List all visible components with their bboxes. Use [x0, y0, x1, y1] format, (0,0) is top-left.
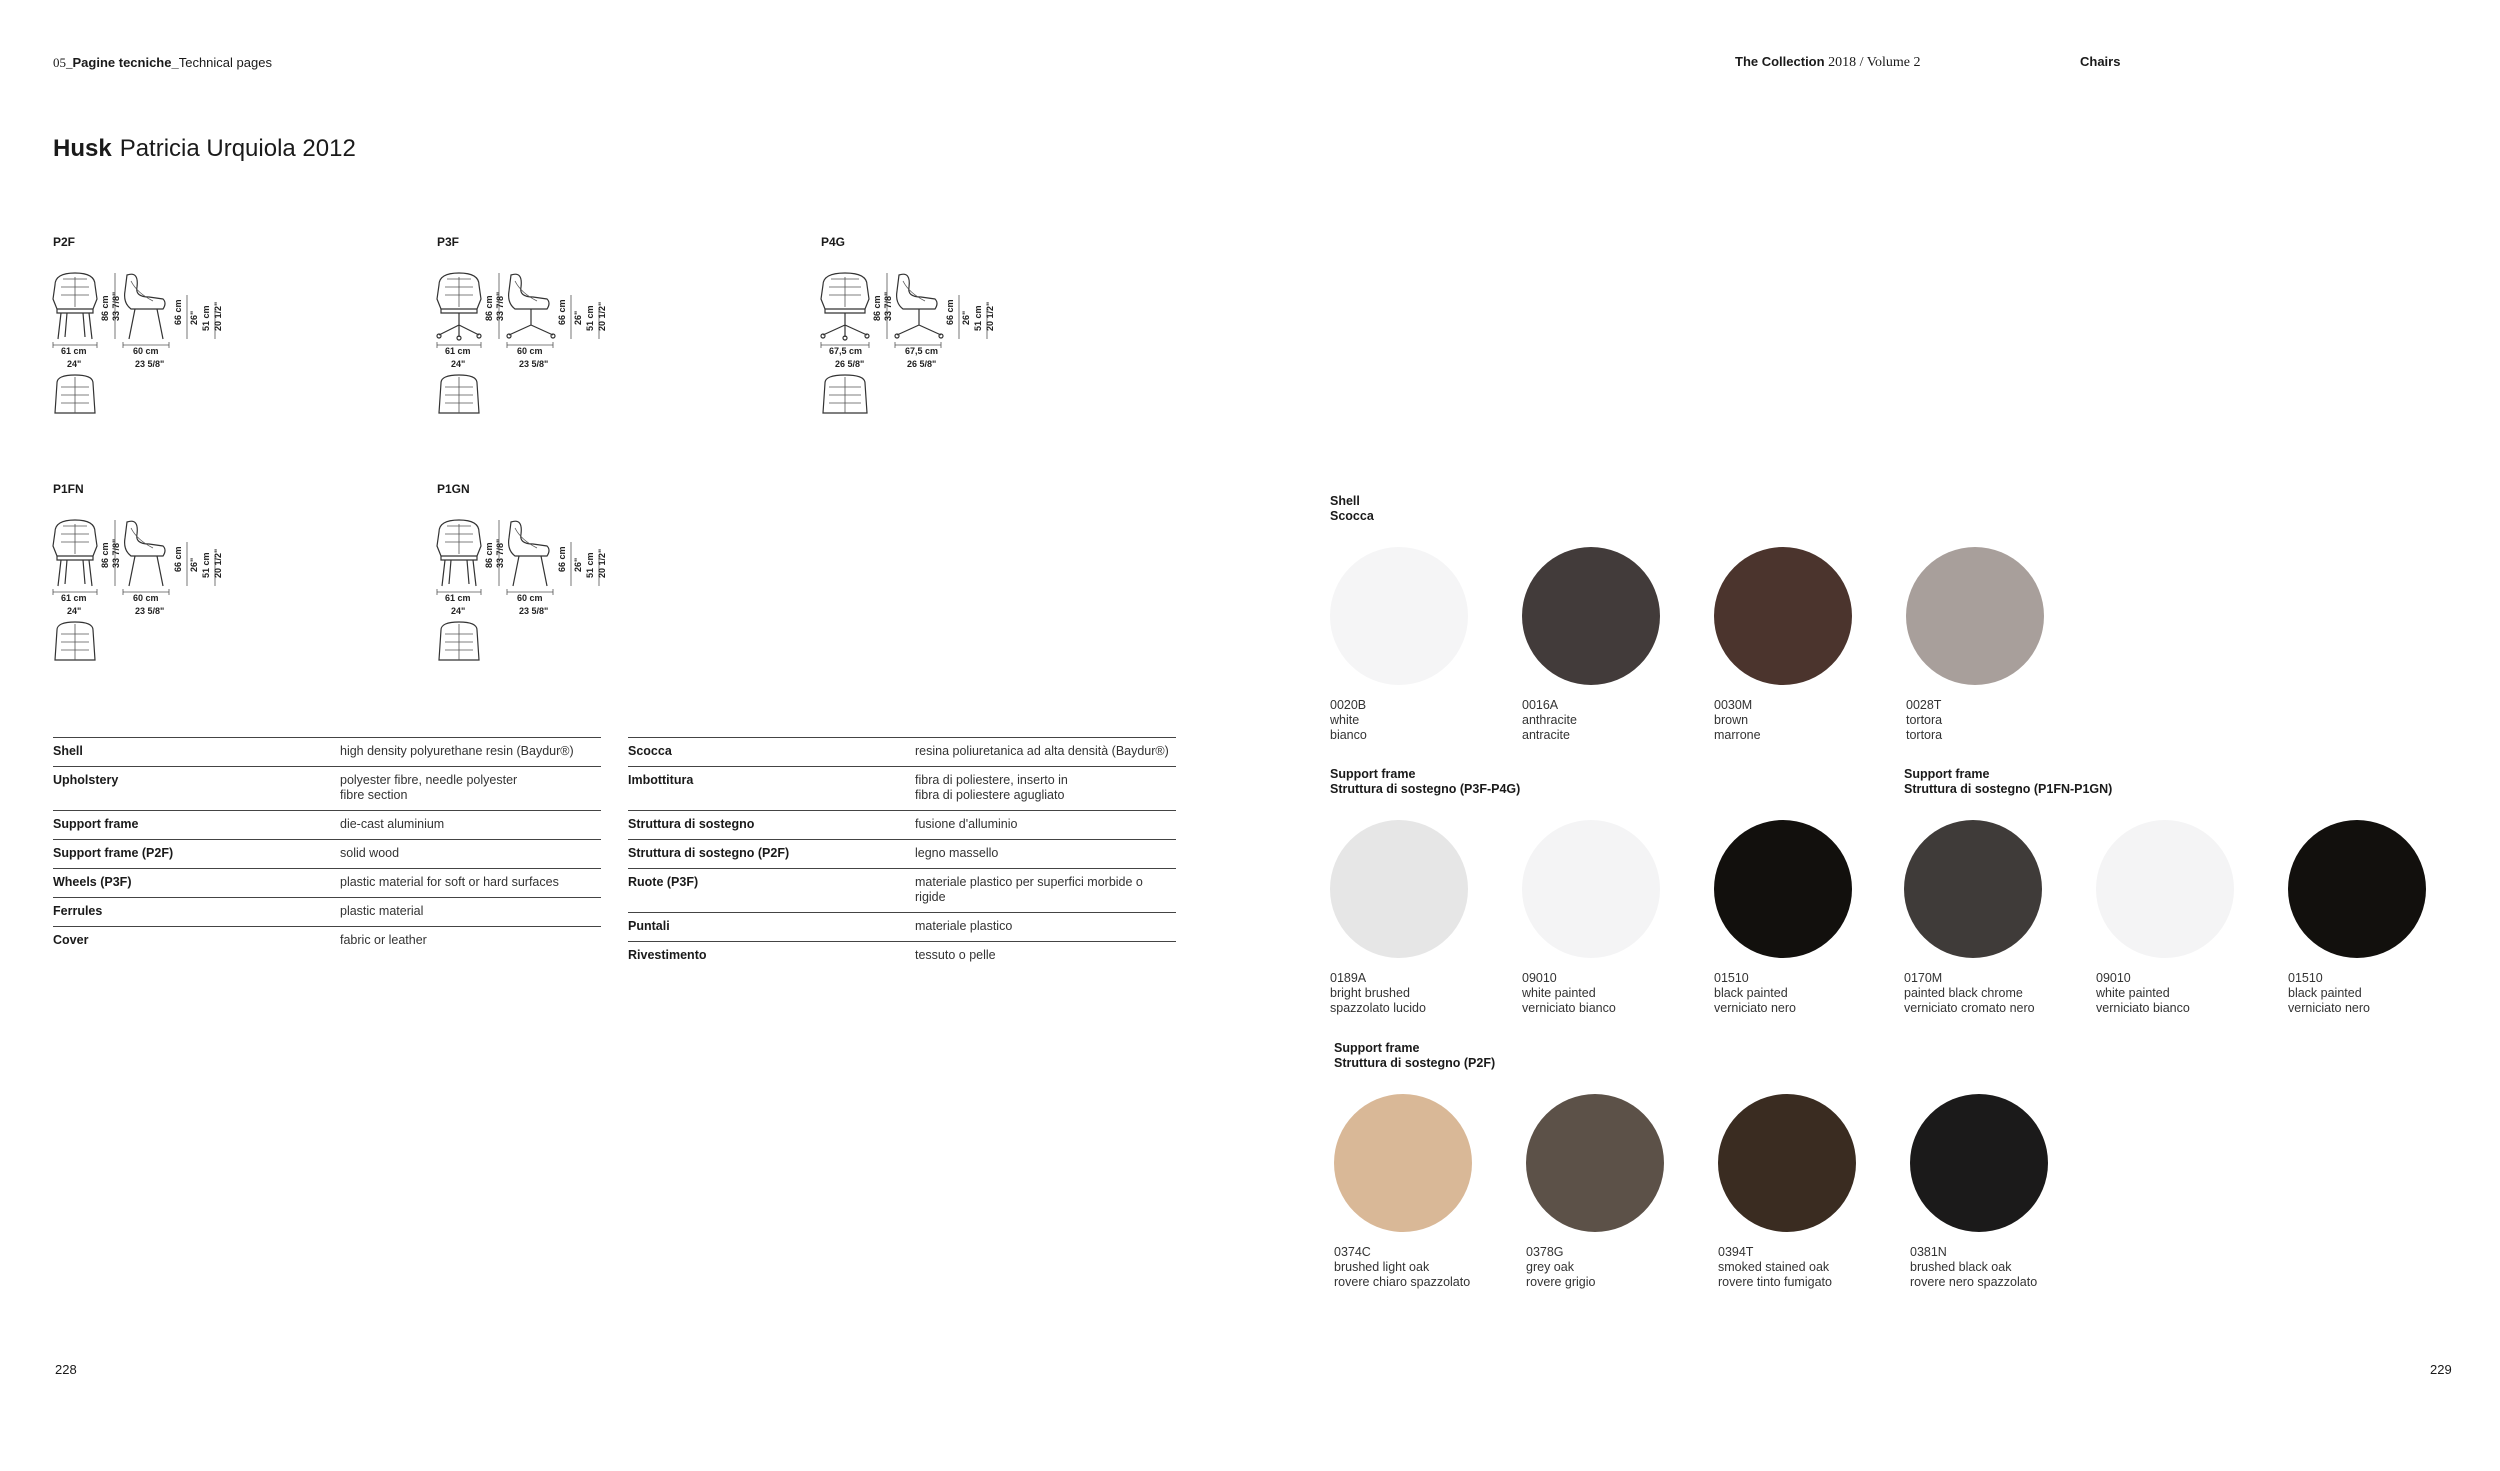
spec-en-value: die-cast aluminium	[340, 817, 445, 831]
spec-en-value: plastic material	[340, 904, 424, 918]
spec-en-key: Support frame (P2F)	[53, 846, 174, 860]
frame-p3f-swatch[interactable]	[1330, 820, 1470, 1016]
product-name: Husk	[53, 135, 112, 162]
spec-it-row	[628, 868, 1176, 912]
back-view	[55, 622, 95, 660]
swatch-label: 0020B white bianco	[1330, 698, 1367, 742]
seat-height-in: 20 1/2"	[213, 548, 223, 578]
frame-p3f-title: Support frame Struttura di sostegno (P3F-P4G)	[1330, 767, 1521, 796]
frame-p1fn-swatch[interactable]	[1904, 820, 2044, 1016]
frame-p2f-swatch[interactable]	[1718, 1094, 1858, 1290]
color-chip	[1330, 820, 1468, 958]
depth-cm: 67,5 cm	[905, 346, 939, 356]
frame-p3f-swatch[interactable]	[1714, 820, 1854, 1016]
seat-height-cm: 51 cm	[973, 305, 983, 331]
spec-it-row	[628, 737, 1176, 766]
arm-height-cm: 66 cm	[945, 299, 955, 325]
swatch-label: 0189A bright brushed spazzolato lucido	[1330, 971, 1426, 1015]
spec-it-key: Rivestimento	[628, 948, 707, 962]
spec-en-row	[53, 926, 601, 955]
frame-p1fn-swatch[interactable]	[2096, 820, 2236, 1016]
spec-en-value: fabric or leather	[340, 933, 427, 947]
swatch-label: 0381N brushed black oak rovere nero spazzolato	[1910, 1245, 2038, 1289]
variant-code: P2F	[53, 235, 76, 249]
height-in: 33 7/8"	[111, 538, 121, 568]
arm-height-cm: 66 cm	[557, 546, 567, 572]
swatch-label: 01510 black painted verniciato nero	[1714, 971, 1796, 1015]
swatch-label: 0028T tortora tortora	[1906, 698, 1943, 742]
variant-code: P1FN	[53, 482, 84, 496]
depth-in: 23 5/8"	[135, 606, 165, 616]
front-view	[437, 520, 481, 586]
swatch-label: 0170M painted black chrome verniciato cromato nero	[1904, 971, 2035, 1015]
width-in: 24"	[451, 359, 466, 369]
arm-height-in: 26"	[189, 557, 199, 572]
spec-en-row	[53, 868, 601, 897]
page-number-right: 229	[2430, 1362, 2452, 1377]
width-cm: 61 cm	[61, 346, 87, 356]
spec-it-key: Scocca	[628, 744, 672, 758]
seat-height-in: 20 1/2"	[597, 301, 607, 331]
spec-en-key: Upholstery	[53, 773, 119, 787]
side-view	[123, 274, 169, 369]
height-in: 33 7/8"	[495, 538, 505, 568]
spec-en-key: Ferrules	[53, 904, 103, 918]
spec-en-key: Shell	[53, 744, 83, 758]
color-chip	[1522, 820, 1660, 958]
width-cm: 67,5 cm	[829, 346, 863, 356]
swatch-label: 01510 black painted verniciato nero	[2288, 971, 2370, 1015]
spec-it-row	[628, 839, 1176, 868]
frame-p3f-swatch[interactable]	[1522, 820, 1662, 1016]
height-cm: 86 cm	[484, 295, 494, 321]
color-chip	[1910, 1094, 2048, 1232]
variant-code: P3F	[437, 235, 460, 249]
spec-it-value: materiale plastico per superfici morbide o rigide	[915, 875, 1143, 904]
spec-en-value: high density polyurethane resin (Baydur®)	[340, 744, 574, 758]
height-cm: 86 cm	[100, 542, 110, 568]
depth-cm: 60 cm	[517, 346, 543, 356]
height-cm: 86 cm	[100, 295, 110, 321]
frame-p2f-swatch[interactable]	[1910, 1094, 2050, 1290]
depth-cm: 60 cm	[133, 593, 159, 603]
variant-code: P4G	[821, 235, 846, 249]
depth-in: 23 5/8"	[135, 359, 165, 369]
color-chip	[1904, 820, 2042, 958]
swatch-label: 0030M brown marrone	[1714, 698, 1761, 742]
spec-it-key: Struttura di sostegno	[628, 817, 755, 831]
page-number-left: 228	[55, 1362, 77, 1377]
color-chip	[2288, 820, 2426, 958]
seat-height-in: 20 1/2"	[213, 301, 223, 331]
seat-height-in: 20 1/2"	[597, 548, 607, 578]
shell-swatch[interactable]	[1522, 547, 1662, 743]
width-in: 24"	[451, 606, 466, 616]
spec-it-value: resina poliuretanica ad alta densità (Baydur®)	[915, 744, 1169, 758]
swatch-label: 0016A anthracite antracite	[1522, 698, 1577, 742]
arm-height-in: 26"	[961, 310, 971, 325]
color-chip	[1906, 547, 2044, 685]
seat-height-cm: 51 cm	[201, 552, 211, 578]
depth-in: 23 5/8"	[519, 359, 549, 369]
height-in: 33 7/8"	[883, 291, 893, 321]
swatch-label: 0374C brushed light oak rovere chiaro spazzolato	[1334, 1245, 1471, 1289]
spec-it-key: Imbottitura	[628, 773, 694, 787]
seat-height-cm: 51 cm	[201, 305, 211, 331]
arm-height-in: 26"	[189, 310, 199, 325]
side-view	[507, 274, 555, 369]
spec-en-key: Support frame	[53, 817, 139, 831]
shell-swatch[interactable]	[1330, 547, 1470, 743]
color-chip	[1526, 1094, 1664, 1232]
arm-height-in: 26"	[573, 310, 583, 325]
spec-en-row	[53, 839, 601, 868]
front-view	[437, 273, 481, 340]
width-in: 24"	[67, 359, 82, 369]
chair-drawing	[821, 273, 1021, 463]
width-cm: 61 cm	[445, 346, 471, 356]
swatch-label: 0378G grey oak rovere grigio	[1526, 1245, 1596, 1289]
spec-table-en	[53, 737, 601, 955]
back-view	[439, 375, 479, 413]
frame-p1fn-title: Support frame Struttura di sostegno (P1FN-P1GN)	[1904, 767, 2113, 796]
shell-title: Shell Scocca	[1330, 494, 1374, 523]
chair-drawing	[437, 520, 637, 710]
seat-height-cm: 51 cm	[585, 305, 595, 331]
spec-it-key: Ruote (P3F)	[628, 875, 699, 889]
chair-drawing	[53, 520, 253, 710]
spec-en-key: Cover	[53, 933, 89, 947]
frame-p2f-title: Support frame Struttura di sostegno (P2F)	[1334, 1041, 1496, 1070]
spec-it-key: Struttura di sostegno (P2F)	[628, 846, 790, 860]
spec-it-value: fusione d'alluminio	[915, 817, 1018, 831]
back-view	[823, 375, 867, 413]
height-in: 33 7/8"	[495, 291, 505, 321]
spec-it-value: tessuto o pelle	[915, 948, 996, 962]
seat-height-cm: 51 cm	[585, 552, 595, 578]
spec-it-key: Puntali	[628, 919, 670, 933]
side-view	[507, 521, 553, 616]
chair-drawing	[437, 273, 637, 463]
spec-en-value: solid wood	[340, 846, 400, 860]
frame-p2f-swatch[interactable]	[1526, 1094, 1666, 1290]
spec-it-row	[628, 810, 1176, 839]
spec-it-value: legno massello	[915, 846, 999, 860]
back-view	[439, 622, 479, 660]
variant-code: P1GN	[437, 482, 470, 496]
width-cm: 61 cm	[61, 593, 87, 603]
product-title	[53, 135, 356, 163]
product-designer: Patricia Urquiola 2012	[119, 135, 356, 162]
width-in: 24"	[67, 606, 82, 616]
running-header-category: Chairs	[2080, 54, 2121, 69]
spec-en-row	[53, 737, 601, 766]
height-cm: 86 cm	[872, 295, 882, 321]
spec-it-row	[628, 766, 1176, 810]
color-chip	[1522, 547, 1660, 685]
chair-drawing	[53, 273, 253, 463]
running-header-collection: The Collection 2018 / Volume 2	[1735, 54, 1921, 70]
spec-en-value: polyester fibre, needle polyester fibre section	[340, 773, 518, 802]
back-view	[55, 375, 95, 413]
spec-en-row	[53, 897, 601, 926]
front-view	[53, 520, 97, 586]
shell-swatch[interactable]	[1714, 547, 1854, 743]
color-chip	[2096, 820, 2234, 958]
color-chip	[1330, 547, 1468, 685]
depth-cm: 60 cm	[133, 346, 159, 356]
seat-height-in: 20 1/2"	[985, 301, 995, 331]
spec-it-row	[628, 941, 1176, 970]
depth-in: 26 5/8"	[907, 359, 937, 369]
swatch-label: 0394T smoked stained oak rovere tinto fumigato	[1718, 1245, 1832, 1289]
frame-p1fn-swatch[interactable]	[2288, 820, 2428, 1016]
color-chip	[1718, 1094, 1856, 1232]
arm-height-cm: 66 cm	[557, 299, 567, 325]
frame-p2f-swatch[interactable]	[1334, 1094, 1474, 1290]
spec-en-row	[53, 810, 601, 839]
spec-en-key: Wheels (P3F)	[53, 875, 132, 889]
depth-in: 23 5/8"	[519, 606, 549, 616]
depth-cm: 60 cm	[517, 593, 543, 603]
spec-en-row	[53, 766, 601, 810]
spec-it-value: fibra di poliestere, inserto in fibra di poliestere agugliato	[915, 773, 1068, 802]
swatch-label: 09010 white painted verniciato bianco	[1522, 971, 1616, 1015]
spec-it-value: materiale plastico	[915, 919, 1013, 933]
side-view	[895, 274, 943, 369]
swatch-label: 09010 white painted verniciato bianco	[2096, 971, 2190, 1015]
spec-table-it	[628, 737, 1176, 970]
front-view	[821, 273, 869, 340]
arm-height-cm: 66 cm	[173, 299, 183, 325]
color-chip	[1714, 820, 1852, 958]
arm-height-cm: 66 cm	[173, 546, 183, 572]
running-header-left: 05_Pagine tecniche_Technical pages	[53, 55, 272, 70]
height-in: 33 7/8"	[111, 291, 121, 321]
front-view	[53, 273, 97, 339]
height-cm: 86 cm	[484, 542, 494, 568]
color-chip	[1334, 1094, 1472, 1232]
spec-en-value: plastic material for soft or hard surfaces	[340, 875, 559, 889]
width-in: 26 5/8"	[835, 359, 865, 369]
color-chip	[1714, 547, 1852, 685]
width-cm: 61 cm	[445, 593, 471, 603]
spec-it-row	[628, 912, 1176, 941]
shell-swatch[interactable]	[1906, 547, 2046, 743]
side-view	[123, 521, 169, 616]
arm-height-in: 26"	[573, 557, 583, 572]
